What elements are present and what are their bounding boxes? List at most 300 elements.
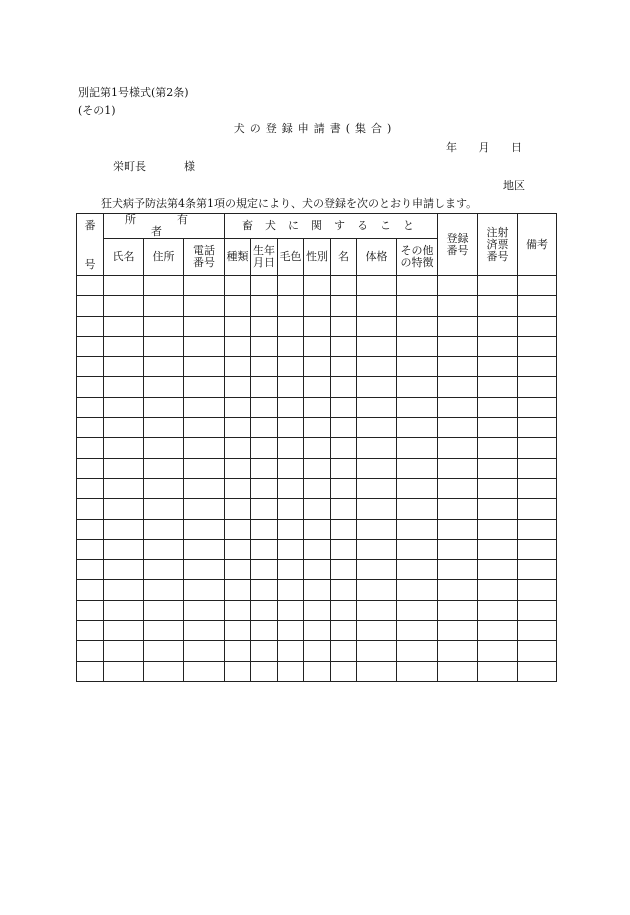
table-cell[interactable] — [304, 438, 331, 458]
table-cell[interactable] — [397, 377, 438, 397]
table-cell[interactable] — [478, 418, 518, 438]
table-cell[interactable] — [278, 336, 304, 356]
table-cell[interactable] — [304, 580, 331, 600]
table-cell[interactable] — [478, 621, 518, 641]
table-cell[interactable] — [304, 600, 331, 620]
table-cell[interactable] — [331, 276, 357, 296]
owner-group-header: 所 有 者 — [104, 214, 225, 239]
table-cell[interactable] — [144, 641, 184, 661]
table-cell[interactable] — [144, 357, 184, 377]
table-cell[interactable] — [304, 560, 331, 580]
table-cell[interactable] — [397, 560, 438, 580]
table-cell[interactable] — [304, 519, 331, 539]
table-cell[interactable] — [397, 600, 438, 620]
form-label: 別記第1号様式(第2条) — [78, 86, 189, 99]
table-cell[interactable] — [144, 661, 184, 681]
table-cell[interactable] — [478, 316, 518, 336]
table-cell[interactable] — [331, 336, 357, 356]
table-cell[interactable] — [438, 357, 478, 377]
table-cell[interactable] — [225, 296, 251, 316]
table-cell[interactable] — [438, 397, 478, 417]
table-cell[interactable] — [438, 438, 478, 458]
table-cell[interactable] — [478, 296, 518, 316]
table-cell[interactable] — [304, 418, 331, 438]
table-cell[interactable] — [357, 519, 397, 539]
table-cell[interactable] — [357, 418, 397, 438]
date-line — [446, 141, 522, 155]
table-cell[interactable] — [184, 458, 225, 478]
table-cell[interactable] — [304, 276, 331, 296]
table-cell[interactable] — [144, 478, 184, 498]
table-cell[interactable] — [331, 580, 357, 600]
table-cell[interactable] — [184, 418, 225, 438]
table-cell[interactable] — [184, 580, 225, 600]
table-cell[interactable] — [518, 621, 557, 641]
table-cell[interactable] — [304, 397, 331, 417]
table-cell[interactable] — [397, 316, 438, 336]
table-cell[interactable] — [104, 418, 144, 438]
table-cell[interactable] — [225, 316, 251, 336]
table-cell[interactable] — [278, 499, 304, 519]
table-cell[interactable] — [104, 519, 144, 539]
table-cell[interactable] — [278, 418, 304, 438]
table-cell[interactable] — [225, 539, 251, 559]
table-cell[interactable] — [331, 661, 357, 681]
table-cell[interactable] — [304, 316, 331, 336]
table-cell[interactable] — [518, 438, 557, 458]
table-cell[interactable] — [225, 519, 251, 539]
table-cell[interactable] — [184, 539, 225, 559]
table-cell[interactable] — [251, 316, 278, 336]
table-cell[interactable] — [357, 478, 397, 498]
table-cell[interactable] — [397, 357, 438, 377]
table-cell[interactable] — [518, 499, 557, 519]
table-cell[interactable] — [478, 478, 518, 498]
table-cell[interactable] — [77, 438, 104, 458]
table-cell[interactable] — [438, 539, 478, 559]
table-cell[interactable] — [251, 377, 278, 397]
table-cell[interactable] — [304, 377, 331, 397]
table-cell[interactable] — [184, 661, 225, 681]
table-cell[interactable] — [331, 296, 357, 316]
table-cell[interactable] — [304, 296, 331, 316]
table-cell[interactable] — [304, 499, 331, 519]
table-cell[interactable] — [225, 641, 251, 661]
table-cell[interactable] — [331, 458, 357, 478]
table-cell[interactable] — [357, 316, 397, 336]
table-cell[interactable] — [357, 377, 397, 397]
table-cell[interactable] — [397, 296, 438, 316]
table-cell[interactable] — [144, 621, 184, 641]
table-cell[interactable] — [304, 641, 331, 661]
table-cell[interactable] — [438, 600, 478, 620]
table-cell[interactable] — [331, 316, 357, 336]
table-cell[interactable] — [184, 336, 225, 356]
table-cell[interactable] — [278, 580, 304, 600]
table-cell[interactable] — [357, 641, 397, 661]
table-cell[interactable] — [104, 580, 144, 600]
table-cell[interactable] — [144, 580, 184, 600]
table-row — [77, 560, 557, 580]
table-cell[interactable] — [357, 621, 397, 641]
table-cell[interactable] — [225, 621, 251, 641]
table-cell[interactable] — [184, 397, 225, 417]
dog-features-header: その他 の特徴 — [397, 239, 438, 276]
table-cell[interactable] — [278, 539, 304, 559]
table-cell[interactable] — [184, 641, 225, 661]
table-cell[interactable] — [144, 458, 184, 478]
table-cell[interactable] — [104, 397, 144, 417]
table-cell[interactable] — [278, 621, 304, 641]
table-cell[interactable] — [184, 357, 225, 377]
table-cell[interactable] — [438, 418, 478, 438]
table-cell[interactable] — [278, 296, 304, 316]
table-cell[interactable] — [397, 519, 438, 539]
table-cell[interactable] — [278, 316, 304, 336]
table-cell[interactable] — [357, 357, 397, 377]
table-cell[interactable] — [438, 519, 478, 539]
table-cell[interactable] — [77, 641, 104, 661]
table-cell[interactable] — [331, 519, 357, 539]
table-row — [77, 580, 557, 600]
table-cell[interactable] — [77, 478, 104, 498]
table-cell[interactable] — [397, 458, 438, 478]
table-cell[interactable] — [478, 600, 518, 620]
table-cell[interactable] — [251, 600, 278, 620]
table-row — [77, 641, 557, 661]
table-cell[interactable] — [518, 641, 557, 661]
table-cell[interactable] — [478, 276, 518, 296]
table-cell[interactable] — [104, 316, 144, 336]
table-cell[interactable] — [77, 316, 104, 336]
table-cell[interactable] — [144, 296, 184, 316]
table-cell[interactable] — [144, 377, 184, 397]
table-cell[interactable] — [77, 276, 104, 296]
table-cell[interactable] — [438, 377, 478, 397]
table-cell[interactable] — [518, 296, 557, 316]
table-cell[interactable] — [104, 560, 144, 580]
table-cell[interactable] — [225, 276, 251, 296]
table-cell[interactable] — [518, 316, 557, 336]
table-cell[interactable] — [518, 336, 557, 356]
table-cell[interactable] — [357, 661, 397, 681]
table-cell[interactable] — [397, 438, 438, 458]
table-cell[interactable] — [331, 377, 357, 397]
table-cell[interactable] — [77, 377, 104, 397]
table-cell[interactable] — [278, 458, 304, 478]
table-cell[interactable] — [251, 499, 278, 519]
table-cell[interactable] — [397, 478, 438, 498]
table-cell[interactable] — [104, 539, 144, 559]
table-cell[interactable] — [77, 418, 104, 438]
table-cell[interactable] — [518, 600, 557, 620]
table-cell[interactable] — [438, 458, 478, 478]
table-cell[interactable] — [357, 600, 397, 620]
table-cell[interactable] — [278, 377, 304, 397]
table-row — [77, 438, 557, 458]
table-cell[interactable] — [478, 499, 518, 519]
table-cell[interactable] — [144, 519, 184, 539]
table-cell[interactable] — [518, 418, 557, 438]
table-cell[interactable] — [304, 336, 331, 356]
table-cell[interactable] — [278, 357, 304, 377]
table-cell[interactable] — [518, 519, 557, 539]
table-cell[interactable] — [478, 397, 518, 417]
table-cell[interactable] — [144, 600, 184, 620]
table-cell[interactable] — [77, 519, 104, 539]
addressee: 栄町長 — [113, 160, 146, 173]
table-cell[interactable] — [478, 580, 518, 600]
table-cell[interactable] — [357, 397, 397, 417]
table-cell[interactable] — [184, 276, 225, 296]
district-label: 地区 — [503, 179, 525, 192]
table-cell[interactable] — [357, 276, 397, 296]
table-cell[interactable] — [144, 438, 184, 458]
table-cell[interactable] — [225, 560, 251, 580]
table-cell[interactable] — [438, 336, 478, 356]
table-cell[interactable] — [77, 580, 104, 600]
table-cell[interactable] — [518, 661, 557, 681]
table-cell[interactable] — [251, 296, 278, 316]
table-cell[interactable] — [225, 458, 251, 478]
table-cell[interactable] — [438, 641, 478, 661]
table-cell[interactable] — [278, 661, 304, 681]
table-cell[interactable] — [225, 661, 251, 681]
table-cell[interactable] — [357, 438, 397, 458]
table-cell[interactable] — [104, 478, 144, 498]
table-cell[interactable] — [251, 621, 278, 641]
table-cell[interactable] — [251, 276, 278, 296]
table-cell[interactable] — [478, 519, 518, 539]
number-column-header — [77, 214, 104, 276]
table-cell[interactable] — [104, 377, 144, 397]
table-cell[interactable] — [397, 641, 438, 661]
table-cell[interactable] — [104, 641, 144, 661]
table-cell[interactable] — [184, 377, 225, 397]
table-cell[interactable] — [251, 560, 278, 580]
table-cell[interactable] — [251, 336, 278, 356]
table-cell[interactable] — [77, 621, 104, 641]
table-cell[interactable] — [438, 276, 478, 296]
table-cell[interactable] — [304, 621, 331, 641]
table-cell[interactable] — [251, 539, 278, 559]
table-cell[interactable] — [397, 580, 438, 600]
table-cell[interactable] — [104, 438, 144, 458]
table-cell[interactable] — [518, 357, 557, 377]
table-cell[interactable] — [251, 478, 278, 498]
table-cell[interactable] — [478, 539, 518, 559]
table-cell[interactable] — [278, 478, 304, 498]
table-cell[interactable] — [397, 539, 438, 559]
table-cell[interactable] — [478, 438, 518, 458]
table-cell[interactable] — [278, 397, 304, 417]
table-cell[interactable] — [104, 357, 144, 377]
table-cell[interactable] — [225, 377, 251, 397]
table-cell[interactable] — [144, 336, 184, 356]
table-cell[interactable] — [357, 499, 397, 519]
table-cell[interactable] — [518, 276, 557, 296]
table-cell[interactable] — [478, 336, 518, 356]
table-cell[interactable] — [144, 397, 184, 417]
table-cell[interactable] — [225, 357, 251, 377]
table-cell[interactable] — [331, 560, 357, 580]
table-cell[interactable] — [77, 499, 104, 519]
table-cell[interactable] — [397, 336, 438, 356]
table-cell[interactable] — [225, 580, 251, 600]
table-cell[interactable] — [357, 580, 397, 600]
table-cell[interactable] — [278, 600, 304, 620]
table-cell[interactable] — [144, 276, 184, 296]
table-cell[interactable] — [331, 499, 357, 519]
table-cell[interactable] — [331, 438, 357, 458]
table-cell[interactable] — [438, 478, 478, 498]
table-cell[interactable] — [77, 661, 104, 681]
table-cell[interactable] — [104, 661, 144, 681]
table-cell[interactable] — [77, 296, 104, 316]
addressee-line — [113, 160, 195, 174]
table-cell[interactable] — [225, 397, 251, 417]
table-cell[interactable] — [478, 357, 518, 377]
table-row — [77, 499, 557, 519]
table-cell[interactable] — [77, 539, 104, 559]
table-cell[interactable] — [518, 539, 557, 559]
table-cell[interactable] — [331, 641, 357, 661]
table-cell[interactable] — [184, 519, 225, 539]
table-cell[interactable] — [304, 357, 331, 377]
table-cell[interactable] — [251, 397, 278, 417]
table-cell[interactable] — [478, 458, 518, 478]
table-cell[interactable] — [357, 539, 397, 559]
table-cell[interactable] — [357, 458, 397, 478]
table-cell[interactable] — [518, 377, 557, 397]
table-cell[interactable] — [397, 621, 438, 641]
table-cell[interactable] — [251, 661, 278, 681]
table-cell[interactable] — [518, 580, 557, 600]
table-cell[interactable] — [77, 357, 104, 377]
table-cell[interactable] — [251, 580, 278, 600]
table-cell[interactable] — [184, 478, 225, 498]
table-cell[interactable] — [331, 539, 357, 559]
table-cell[interactable] — [225, 478, 251, 498]
table-cell[interactable] — [251, 438, 278, 458]
table-cell[interactable] — [184, 499, 225, 519]
header-row-1 — [77, 214, 557, 239]
table-cell[interactable] — [438, 316, 478, 336]
table-cell[interactable] — [304, 478, 331, 498]
table-cell[interactable] — [251, 357, 278, 377]
table-row — [77, 418, 557, 438]
table-cell[interactable] — [104, 621, 144, 641]
table-cell[interactable] — [304, 661, 331, 681]
table-cell[interactable] — [478, 641, 518, 661]
table-cell[interactable] — [225, 499, 251, 519]
table-cell[interactable] — [184, 438, 225, 458]
table-cell[interactable] — [184, 316, 225, 336]
sub-label: (その1) — [78, 104, 116, 117]
table-cell[interactable] — [251, 418, 278, 438]
table-cell[interactable] — [331, 357, 357, 377]
table-cell[interactable] — [438, 661, 478, 681]
table-cell[interactable] — [184, 600, 225, 620]
table-cell[interactable] — [278, 519, 304, 539]
table-cell[interactable] — [104, 296, 144, 316]
table-cell[interactable] — [144, 499, 184, 519]
table-cell[interactable] — [357, 560, 397, 580]
table-cell[interactable] — [331, 478, 357, 498]
table-cell[interactable] — [357, 296, 397, 316]
table-cell[interactable] — [397, 499, 438, 519]
table-cell[interactable] — [278, 276, 304, 296]
table-cell[interactable] — [251, 641, 278, 661]
table-cell[interactable] — [478, 560, 518, 580]
table-cell[interactable] — [225, 600, 251, 620]
table-cell[interactable] — [104, 458, 144, 478]
table-cell[interactable] — [304, 539, 331, 559]
table-cell[interactable] — [77, 600, 104, 620]
table-cell[interactable] — [144, 316, 184, 336]
owner-name-header: 氏名 — [104, 239, 144, 276]
table-cell[interactable] — [278, 560, 304, 580]
table-cell[interactable] — [225, 336, 251, 356]
table-cell[interactable] — [357, 336, 397, 356]
table-cell[interactable] — [104, 276, 144, 296]
table-cell[interactable] — [478, 377, 518, 397]
table-cell[interactable] — [144, 560, 184, 580]
table-cell[interactable] — [144, 539, 184, 559]
table-cell[interactable] — [331, 397, 357, 417]
table-cell[interactable] — [331, 418, 357, 438]
owner-address-header: 住所 — [144, 239, 184, 276]
table-cell[interactable] — [104, 600, 144, 620]
table-cell[interactable] — [144, 418, 184, 438]
table-cell[interactable] — [251, 519, 278, 539]
table-cell[interactable] — [251, 458, 278, 478]
table-cell[interactable] — [518, 458, 557, 478]
table-cell[interactable] — [397, 397, 438, 417]
table-cell[interactable] — [438, 560, 478, 580]
table-cell[interactable] — [278, 438, 304, 458]
table-cell[interactable] — [397, 418, 438, 438]
table-cell[interactable] — [331, 621, 357, 641]
table-cell[interactable] — [518, 478, 557, 498]
table-cell[interactable] — [184, 621, 225, 641]
table-cell[interactable] — [77, 458, 104, 478]
table-cell[interactable] — [397, 276, 438, 296]
table-cell[interactable] — [104, 336, 144, 356]
table-cell[interactable] — [77, 560, 104, 580]
blank-rows — [77, 276, 557, 682]
table-cell[interactable] — [77, 336, 104, 356]
table-cell[interactable] — [278, 641, 304, 661]
table-cell[interactable] — [184, 560, 225, 580]
table-cell[interactable] — [438, 296, 478, 316]
table-cell[interactable] — [438, 499, 478, 519]
table-cell[interactable] — [184, 296, 225, 316]
table-cell[interactable] — [331, 600, 357, 620]
table-cell[interactable] — [438, 621, 478, 641]
table-cell[interactable] — [104, 499, 144, 519]
table-cell[interactable] — [518, 397, 557, 417]
table-cell[interactable] — [304, 458, 331, 478]
table-cell[interactable] — [77, 397, 104, 417]
table-cell[interactable] — [478, 661, 518, 681]
table-cell[interactable] — [518, 560, 557, 580]
table-cell[interactable] — [397, 661, 438, 681]
table-cell[interactable] — [225, 438, 251, 458]
table-cell[interactable] — [438, 580, 478, 600]
table-row — [77, 357, 557, 377]
table-cell[interactable] — [225, 418, 251, 438]
